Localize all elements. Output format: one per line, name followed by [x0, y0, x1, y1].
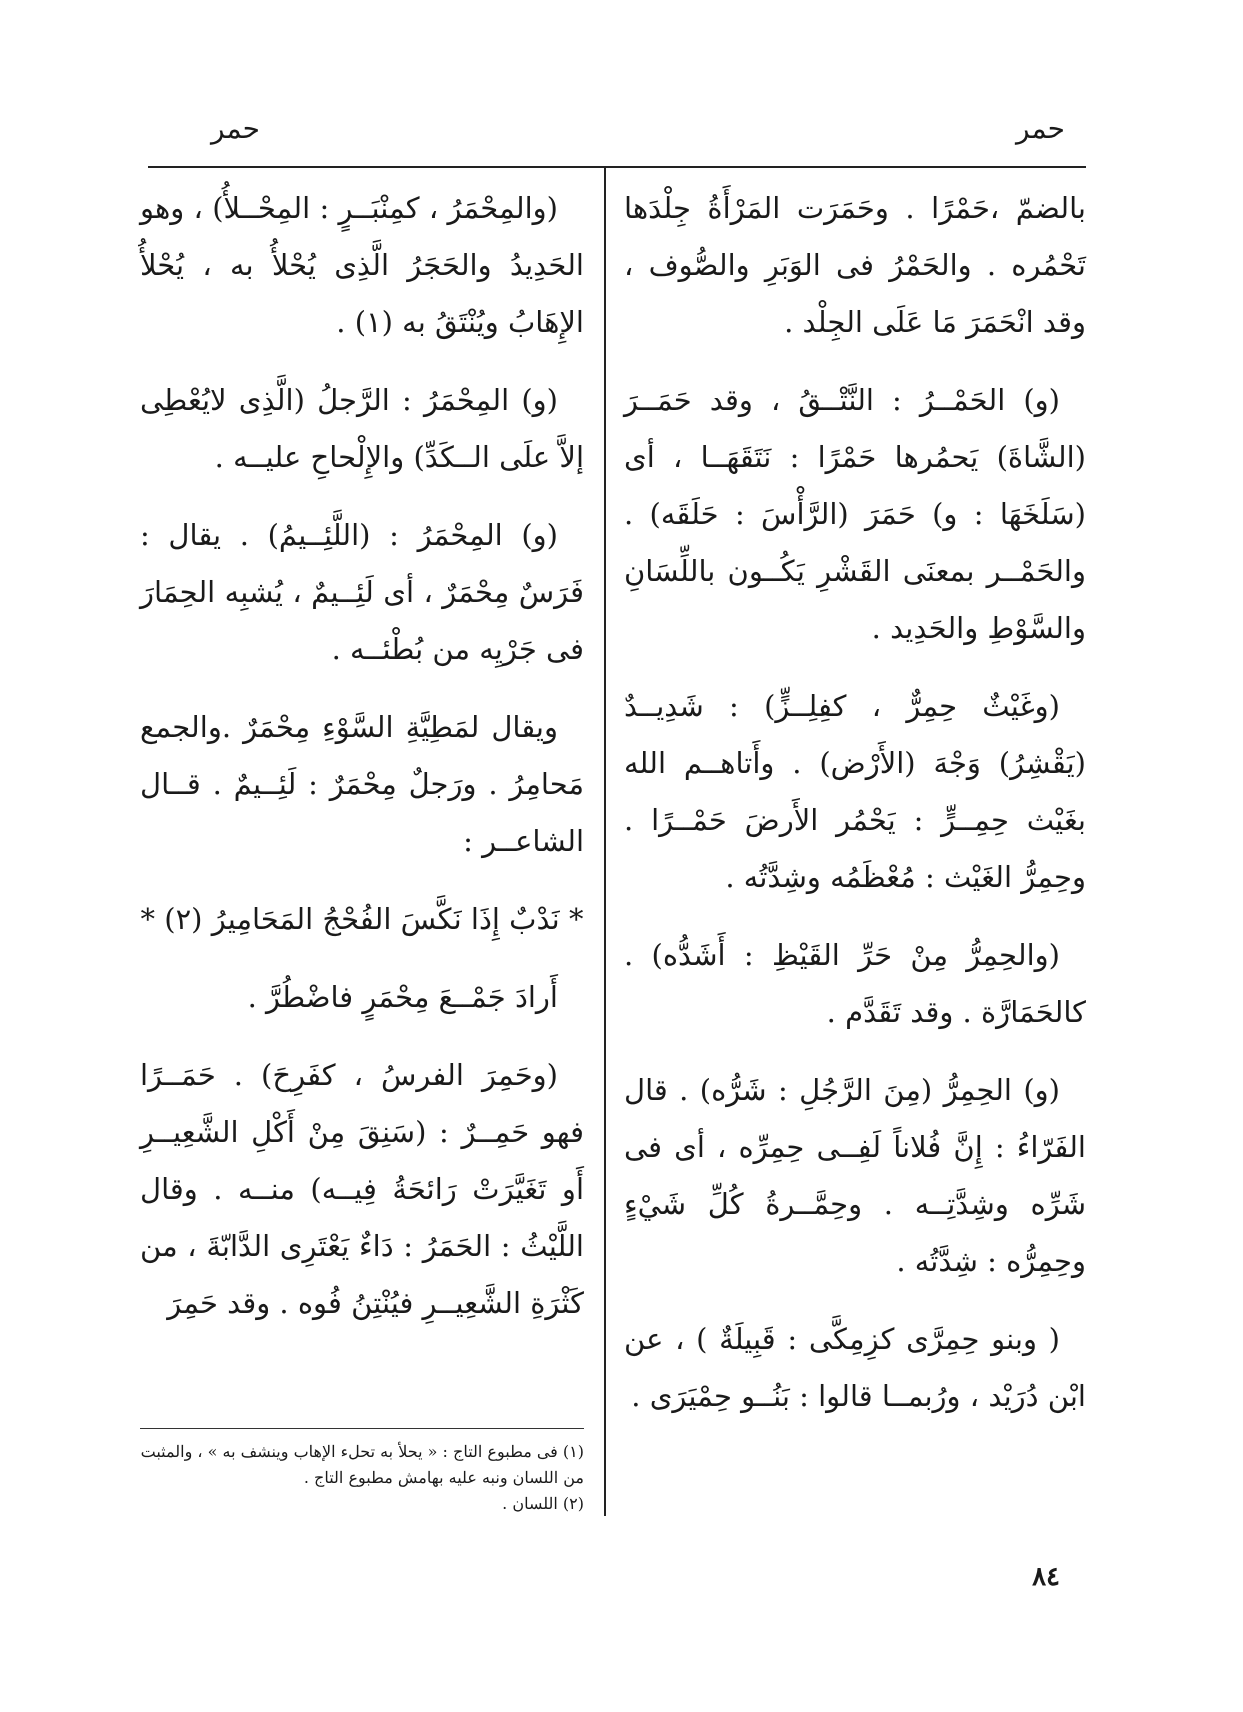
entry-paragraph: (و) المِحْمَرُ : الرَّجلُ (الَّذِى لايُعْطِى إلاَّ علَى الــكَدِّ) والإِلْحاحِ عليــه . [140, 383, 584, 474]
entry-paragraph: (وغَيْثٌ حِمِرٌّ ، كفِلِــزٍّ) : شَدِيــدٌ (يَقْشِرُ) وَجْهَ (الأَرْض) . وأَتاهــم الله بغَيْث حِمِــرٍّ : يَحْمُر الأَرضَ حَمْــرًا . وحِمِرُّ الغَيْث : مُعْظَمُه وشِدَّتُه . [624, 689, 1086, 894]
entry-paragraph: (و) الحَمْــرُ : النَّتْــقُ ، وقد حَمَــرَ (الشَّاةَ) يَحمُرها حَمْرًا : نَتَقَهَــا ، أى (سَلَخَهَا : و) حَمَرَ (الرَّأْسَ : حَلَقَه) . والحَمْــر بمعنَى القَشْرِ يَكُــون باللِّسَانِ والسَّوْطِ والحَدِيد . [624, 383, 1086, 645]
entry-paragraph: (و) الحِمِرُّ (مِنَ الرَّجُلِ : شَرُّه) . قال الفَرّاءُ : إِنَّ فُلاناً لَفِــى حِمِرِّه ، أى فى شَرِّه وشِدَّتِــه . وحِمَّــرةُ كُلِّ شَيْءٍ وحِمِرُّه : شِدَّتُه . [624, 1073, 1086, 1278]
footnote-1: (١) فى مطبوع التاج : « يحلأ به تحلء الإهاب وينشف به » ، والمثبت من اللسان ونبه عليه بهامش مطبوع التاج . [140, 1442, 584, 1487]
entry-paragraph: (وحَمِرَ الفرسُ ، كفَرِحَ) . حَمَــرًا فهو حَمِــرٌ : (سَنِقَ مِنْ أَكْلِ الشَّعِيــرِ أَو تَغَيَّرَتْ رَائحَةُ فِيــه) منــه . وقال اللَّيْثُ : الحَمَرُ : دَاءٌ يَعْتَرِى الدَّابّةَ ، من كَثْرَةِ الشَّعِيــرِ فيُنْتِنُ فُوه . وقد حَمِرَ [140, 1058, 584, 1320]
header-rule [148, 166, 1086, 168]
entry-paragraph: ( وبنو حِمِرَّى كزِمِكَّى : قَبِيلَةٌ ) ، عن ابْن دُرَيْد ، ورُبمــا قالوا : بَنُــو حِمْيَرَى . [624, 1322, 1086, 1413]
page-number: ٨٤ [1032, 1562, 1060, 1592]
left-column [140, 180, 584, 1353]
entry-paragraph: بالضمّ ،حَمْرًا . وحَمَرَت المَرْأَةُ جِلْدَها تَحْمُره . والحَمْرُ فى الوَبَرِ والصُّوف ، وقد انْحَمَرَ مَا عَلَى الجِلْد . [624, 191, 1086, 339]
entry-paragraph: ويقال لمَطِيَّةِ السَّوْءِ مِحْمَرٌ .والجمع مَحامِرُ . ورَجلٌ مِحْمَرٌ : لَئِــيمٌ . قــال الشاعــر : [140, 710, 584, 858]
poem-verse: * نَدْبٌ إِذَا نَكَّسَ الفُحْجُ المَحَامِيرُ (٢) * [140, 902, 584, 936]
entry-paragraph: (والحِمِرُّ مِنْ حَرِّ القَيْظِ : أَشَدُّه) . كالحَمَارَّة . وقد تَقَدَّم . [624, 938, 1086, 1029]
right-column [624, 180, 1086, 1446]
footnotes [140, 1428, 584, 1517]
column-divider [604, 168, 606, 1516]
entry-paragraph: (و) المِحْمَرُ : (اللَّئِــيمُ) . يقال : فَرَسٌ مِحْمَرٌ ، أى لَئِــيمٌ ، يُشبِه الحِمَارَ فى جَرْيِه من بُطْئــه . [140, 518, 584, 666]
footnote-2: (٢) اللسان . [502, 1494, 584, 1513]
entry-paragraph: أَرادَ جَمْــعَ مِحْمَرٍ فاضْطُرَّ . [247, 980, 558, 1014]
running-header-left: حمر [211, 112, 260, 145]
running-header-right: حمر [1016, 112, 1065, 145]
entry-paragraph: (والمِحْمَرُ ، كمِنْبَــرٍ : المِحْــلأُ) ، وهو الحَدِيدُ والحَجَرُ الَّذِى يُحْلأُ به ، يُحْلأُ الإِهَابُ ويُنْتَقُ به (١) . [140, 191, 584, 339]
